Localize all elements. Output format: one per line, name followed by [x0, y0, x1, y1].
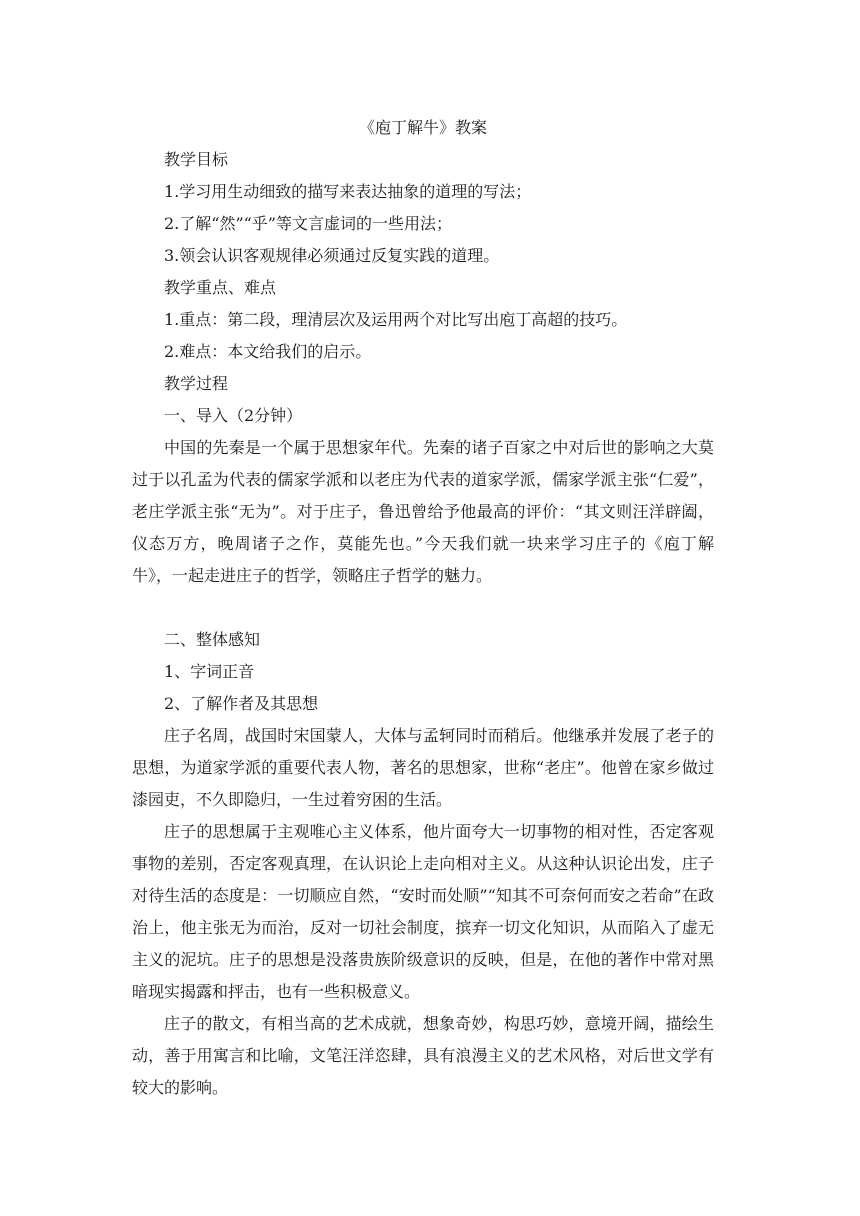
document-title: 《庖丁解牛》教案	[358, 118, 487, 137]
prose-paragraph: 庄子的散文，有相当高的艺术成就，想象奇妙，构思巧妙，意境开阔，描绘生动，善于用寓言和比喻，文笔汪洋恣肆，具有浪漫主义的艺术风格，对后世文学有较大的影响。	[132, 1014, 714, 1097]
key-points-heading: 教学重点、难点	[164, 278, 277, 297]
goal-item: 1.学习用生动细致的描写来表达抽象的道理的写法；	[164, 182, 532, 201]
lesson-plan-body	[132, 112, 714, 1104]
thought-paragraph: 庄子的思想属于主观唯心主义体系，他片面夸大一切事物的相对性，否定客观事物的差别，否定客观真理，在认识论上走向相对主义。从这种认识论出发，庄子对待生活的态度是：一切顺应自然，“安时而处顺”“知其不可奈何而安之若命”在政治上，他主张无为而治，反对一切社会制度，摈弃一切文化知识，从而陷入了虚无主义的泥坑。庄子的思想是没落贵族阶级意识的反映，但是，在他的著作中常对黑暗现实揭露和抨击，也有一些积极意义。	[132, 822, 714, 1001]
goals-heading: 教学目标	[164, 150, 229, 169]
goal-item: 3.领会认识客观规律必须通过反复实践的道理。	[164, 246, 500, 265]
intro-paragraph: 中国的先秦是一个属于思想家年代。先秦的诸子百家之中对后世的影响之大莫过于以孔孟为代表的儒家学派和以老庄为代表的道家学派，儒家学派主张“仁爱”，老庄学派主张“无为”。对于庄子，鲁迅曾给予他最高的评价：“其文则汪洋辟阖，仪态万方，晚周诸子之作，莫能先也。”今天我们就一块来学习庄子的《庖丁解牛》，一起走进庄子的哲学，领略庄子哲学的魅力。	[132, 438, 714, 585]
process-heading: 教学过程	[164, 374, 229, 393]
key-point-item: 2.难点：本文给我们的启示。	[164, 342, 372, 361]
key-point-item: 1.重点：第二段，理清层次及运用两个对比写出庖丁高超的技巧。	[164, 310, 628, 329]
goal-item: 2.了解“然”“乎”等文言虚词的一些用法；	[164, 214, 452, 233]
overview-item: 1、字词正音	[164, 662, 255, 681]
section-heading-overview: 二、整体感知	[164, 630, 261, 649]
blank-line	[132, 592, 714, 624]
overview-item: 2、了解作者及其思想	[164, 694, 319, 713]
section-heading-intro: 一、导入（2分钟）	[164, 406, 303, 425]
author-paragraph: 庄子名周，战国时宋国蒙人，大体与孟轲同时而稍后。他继承并发展了老子的思想，为道家学派的重要代表人物，著名的思想家，世称“老庄”。他曾在家乡做过漆园吏，不久即隐归，一生过着穷困的生活。	[132, 726, 714, 809]
